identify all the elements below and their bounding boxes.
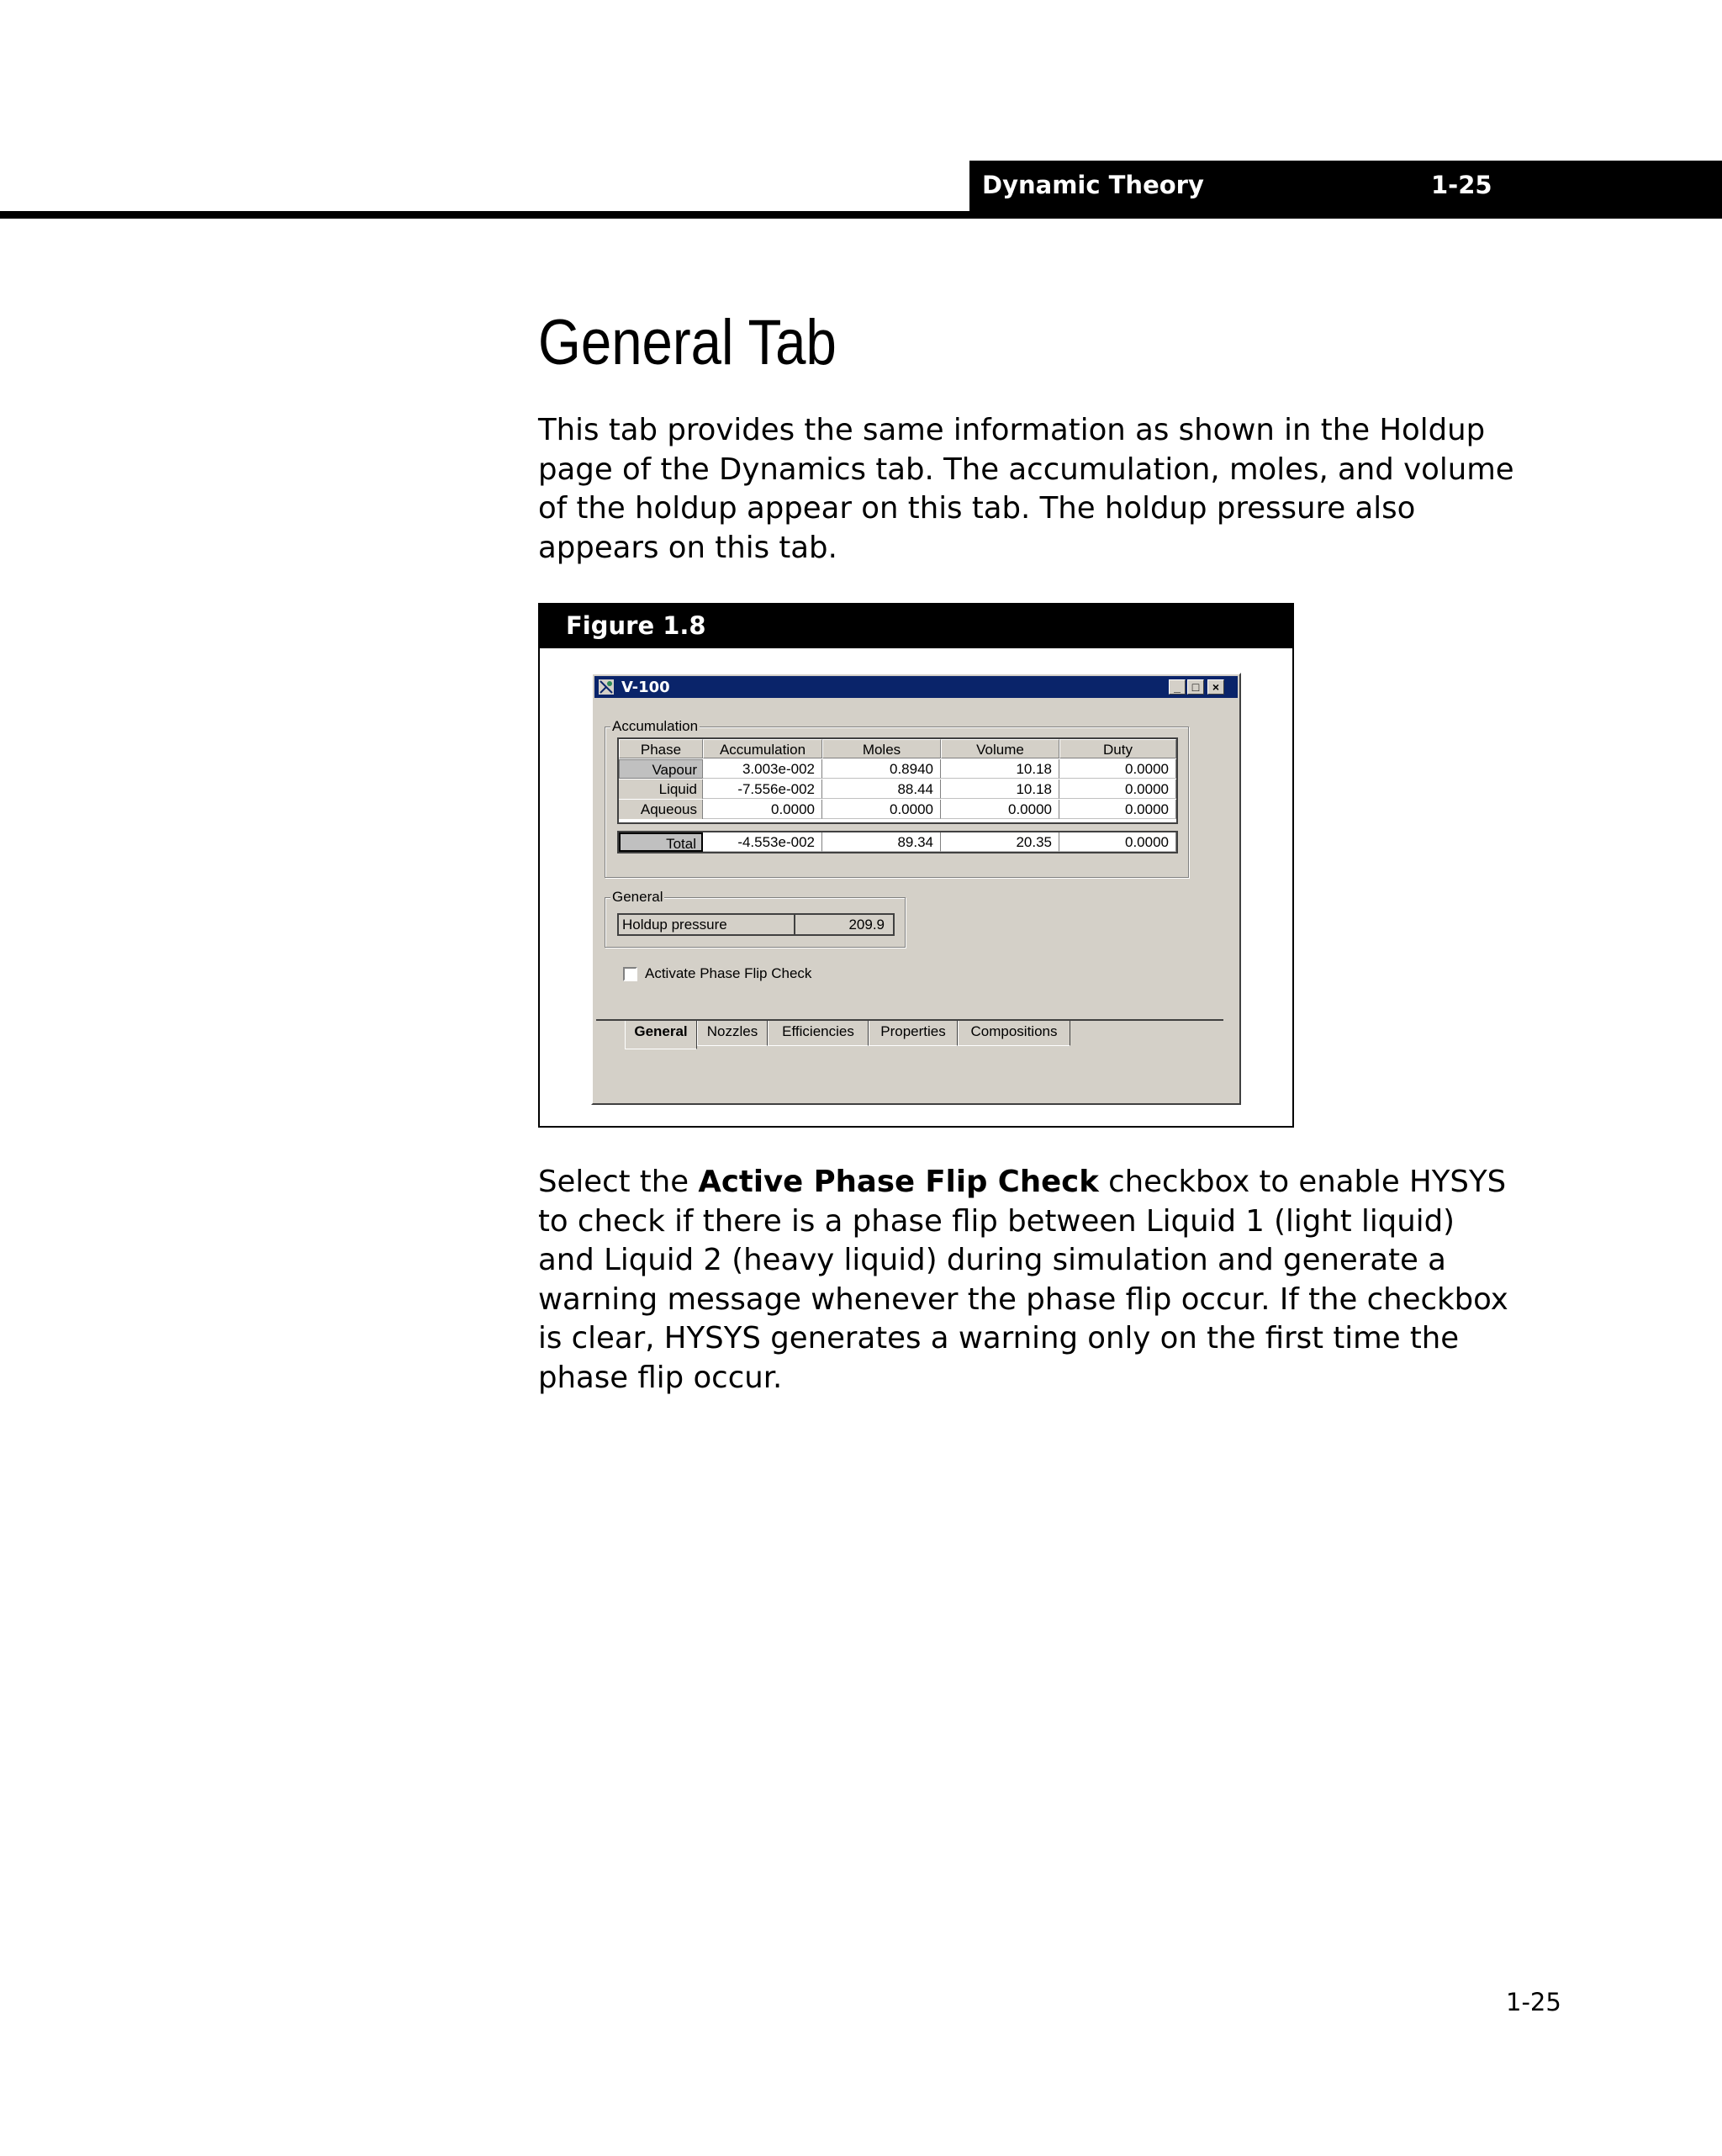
aqueous-moles-cell[interactable]: 0.0000	[822, 800, 941, 819]
liquid-volume-cell[interactable]: 10.18	[941, 779, 1059, 799]
figure-label-bar	[540, 605, 1292, 648]
column-header-phase: Phase	[619, 739, 703, 758]
header-page-number: 1-25	[1431, 171, 1492, 199]
general-legend: General	[612, 889, 663, 905]
total-accumulation-cell[interactable]: -4.553e-002	[703, 832, 822, 852]
activate-phase-flip-label[interactable]: Activate Phase Flip Check	[645, 965, 812, 981]
figure	[538, 603, 1294, 1128]
total-duty-cell[interactable]: 0.0000	[1059, 832, 1176, 852]
body-paragraph	[538, 1163, 1518, 1398]
accumulation-legend: Accumulation	[612, 718, 699, 734]
row-header-total[interactable]: Total	[619, 832, 703, 852]
row-header-vapour[interactable]: Vapour	[619, 759, 703, 779]
column-header-accumulation: Accumulation	[703, 739, 822, 758]
tab-compositions[interactable]: Compositions	[958, 1021, 1070, 1046]
activate-phase-flip-checkbox[interactable]	[623, 967, 637, 981]
tab-nozzles[interactable]: Nozzles	[697, 1021, 768, 1046]
column-header-volume: Volume	[941, 739, 1059, 758]
figure-label: Figure 1.8	[566, 611, 706, 640]
page-title: General Tab	[538, 307, 837, 378]
body-text-post: checkbox to enable HYSYS to check if there is a phase flip between Liquid 1 (light liquid) and Liquid 2 (heavy liquid) during simulation and generate a warning message whenever the phase flip occur. If the checkbox is clear, HYSYS generates a warning only on the first time the phase flip occur.	[538, 1165, 1508, 1395]
intro-paragraph: This tab provides the same information as shown in the Holdup page of the Dynamics tab. The accumulation, moles, and volume of the holdup appear on this tab. The holdup pressure also appears on this tab.	[538, 413, 1514, 565]
total-moles-cell[interactable]: 89.34	[822, 832, 941, 852]
tab-efficiencies[interactable]: Efficiencies	[768, 1021, 869, 1046]
column-header-duty: Duty	[1059, 739, 1176, 758]
total-row	[617, 831, 1178, 853]
close-button[interactable]: ×	[1207, 679, 1224, 695]
holdup-pressure-label: Holdup pressure	[619, 915, 795, 934]
holdup-pressure-field	[617, 913, 895, 936]
liquid-accumulation-cell[interactable]: -7.556e-002	[703, 779, 822, 799]
vessel-app-icon	[598, 679, 615, 695]
vapour-accumulation-cell[interactable]: 3.003e-002	[703, 759, 822, 779]
footer-page-number: 1-25	[1506, 1988, 1561, 2016]
vapour-duty-cell[interactable]: 0.0000	[1059, 759, 1176, 779]
window-title: V-100	[621, 679, 670, 696]
maximize-button[interactable]: □	[1187, 679, 1204, 695]
vapour-moles-cell[interactable]: 0.8940	[822, 759, 941, 779]
tab-properties[interactable]: Properties	[869, 1021, 958, 1046]
total-volume-cell[interactable]: 20.35	[941, 832, 1059, 852]
v100-window	[591, 673, 1241, 1105]
liquid-moles-cell[interactable]: 88.44	[822, 779, 941, 799]
aqueous-volume-cell[interactable]: 0.0000	[941, 800, 1059, 819]
window-titlebar[interactable]	[594, 676, 1238, 698]
body-text-pre: Select the	[538, 1165, 699, 1199]
holdup-pressure-value[interactable]: 209.9	[795, 915, 893, 934]
aqueous-accumulation-cell[interactable]: 0.0000	[703, 800, 822, 819]
general-group	[605, 889, 906, 948]
vapour-volume-cell[interactable]: 10.18	[941, 759, 1059, 779]
column-header-moles: Moles	[822, 739, 941, 758]
header-section-title: Dynamic Theory	[982, 171, 1204, 199]
row-header-aqueous[interactable]: Aqueous	[619, 800, 703, 819]
aqueous-duty-cell[interactable]: 0.0000	[1059, 800, 1176, 819]
row-header-liquid[interactable]: Liquid	[619, 779, 703, 799]
tab-general[interactable]: General	[625, 1021, 697, 1049]
accumulation-group	[605, 718, 1189, 878]
body-text-bold: Active Phase Flip Check	[698, 1165, 1099, 1199]
minimize-button[interactable]: _	[1169, 679, 1186, 695]
accumulation-table	[617, 737, 1178, 824]
liquid-duty-cell[interactable]: 0.0000	[1059, 779, 1176, 799]
